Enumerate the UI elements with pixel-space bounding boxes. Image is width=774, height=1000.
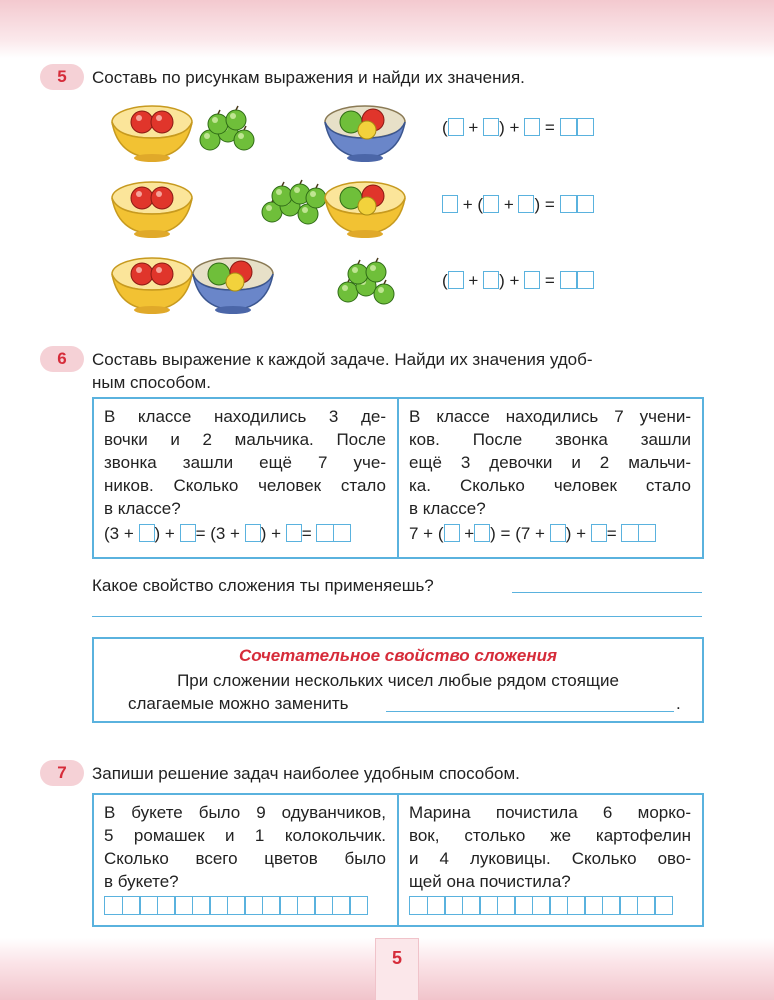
- answer-line[interactable]: [512, 592, 702, 593]
- answer-box[interactable]: [139, 524, 155, 542]
- answer-box[interactable]: [483, 271, 499, 289]
- answer-box[interactable]: [442, 195, 458, 213]
- answer-box[interactable]: [483, 195, 499, 213]
- task-number-6: 6: [40, 346, 84, 372]
- task5-illustrations: [0, 0, 774, 330]
- task5-expression-2: + ( + ) =: [442, 195, 594, 218]
- answer-box[interactable]: [591, 524, 607, 542]
- task6-statement: Составь выражение к каждой задаче. Найди их значения удоб- ным способом.: [92, 350, 593, 392]
- task6-left-expression: (3 + ) + = (3 + ) + =: [104, 524, 351, 547]
- task7-statement: Запиши решение задач наиболее удобным способом.: [92, 764, 520, 783]
- answer-box[interactable]: [245, 524, 261, 542]
- task6-right-expression: 7 + ( + ) = (7 + ) + =: [409, 524, 656, 547]
- answer-box[interactable]: [448, 118, 464, 136]
- answer-box[interactable]: [286, 524, 302, 542]
- property-question: Какое свойство сложения ты применяешь?: [92, 576, 434, 595]
- task-number-7: 7: [40, 760, 84, 786]
- answer-box[interactable]: [444, 524, 460, 542]
- answer-box[interactable]: [448, 271, 464, 289]
- task6-left-problem: В классе находились 3 де- вочки и 2 мальчика. После звонка зашли ещё 7 уче- ников. Сколько человек стало в классе?: [104, 407, 386, 518]
- result-box[interactable]: [560, 195, 594, 218]
- task7-right-problem: Марина почистила 6 морко- вок, столько же картофелин и 4 луковицы. Сколько ово- щей она почистила?: [409, 803, 691, 891]
- task6-right-problem: В классе находились 7 учени- ков. После звонка зашли ещё 3 девочки и 2 мальчи- ка. Сколько человек стало в классе?: [409, 407, 691, 518]
- page-number: 5: [375, 938, 419, 1000]
- rule-text-line2: слагаемые можно заменить: [128, 694, 349, 713]
- result-box[interactable]: [621, 524, 655, 547]
- answer-box[interactable]: [474, 524, 490, 542]
- result-box[interactable]: [560, 271, 594, 294]
- task5-expression-1: ( + ) + =: [442, 118, 594, 141]
- answer-box[interactable]: [524, 271, 540, 289]
- result-box[interactable]: [560, 118, 594, 141]
- task5-statement: Составь по рисункам выражения и найди их значения.: [92, 68, 525, 87]
- task-number-5: 5: [40, 64, 84, 90]
- divider: [397, 793, 399, 927]
- task7-left-answer-boxes[interactable]: [104, 896, 367, 915]
- task7-left-problem: В букете было 9 одуванчиков, 5 ромашек и 1 колокольчик. Сколько всего цветов было в букете?: [104, 803, 386, 891]
- answer-box[interactable]: [518, 195, 534, 213]
- task5-expression-3: ( + ) + =: [442, 271, 594, 294]
- answer-box[interactable]: [524, 118, 540, 136]
- rule-period: .: [676, 694, 681, 713]
- rule-answer-line[interactable]: [386, 711, 674, 712]
- answer-box[interactable]: [483, 118, 499, 136]
- divider: [397, 397, 399, 559]
- result-box[interactable]: [316, 524, 350, 547]
- rule-text-line1: При сложении нескольких чисел любые рядом стоящие: [177, 671, 619, 690]
- rule-title: Сочетательное свойство сложения: [239, 646, 557, 665]
- answer-line[interactable]: [92, 616, 702, 617]
- answer-box[interactable]: [550, 524, 566, 542]
- answer-box[interactable]: [180, 524, 196, 542]
- task7-right-answer-boxes[interactable]: [409, 896, 672, 915]
